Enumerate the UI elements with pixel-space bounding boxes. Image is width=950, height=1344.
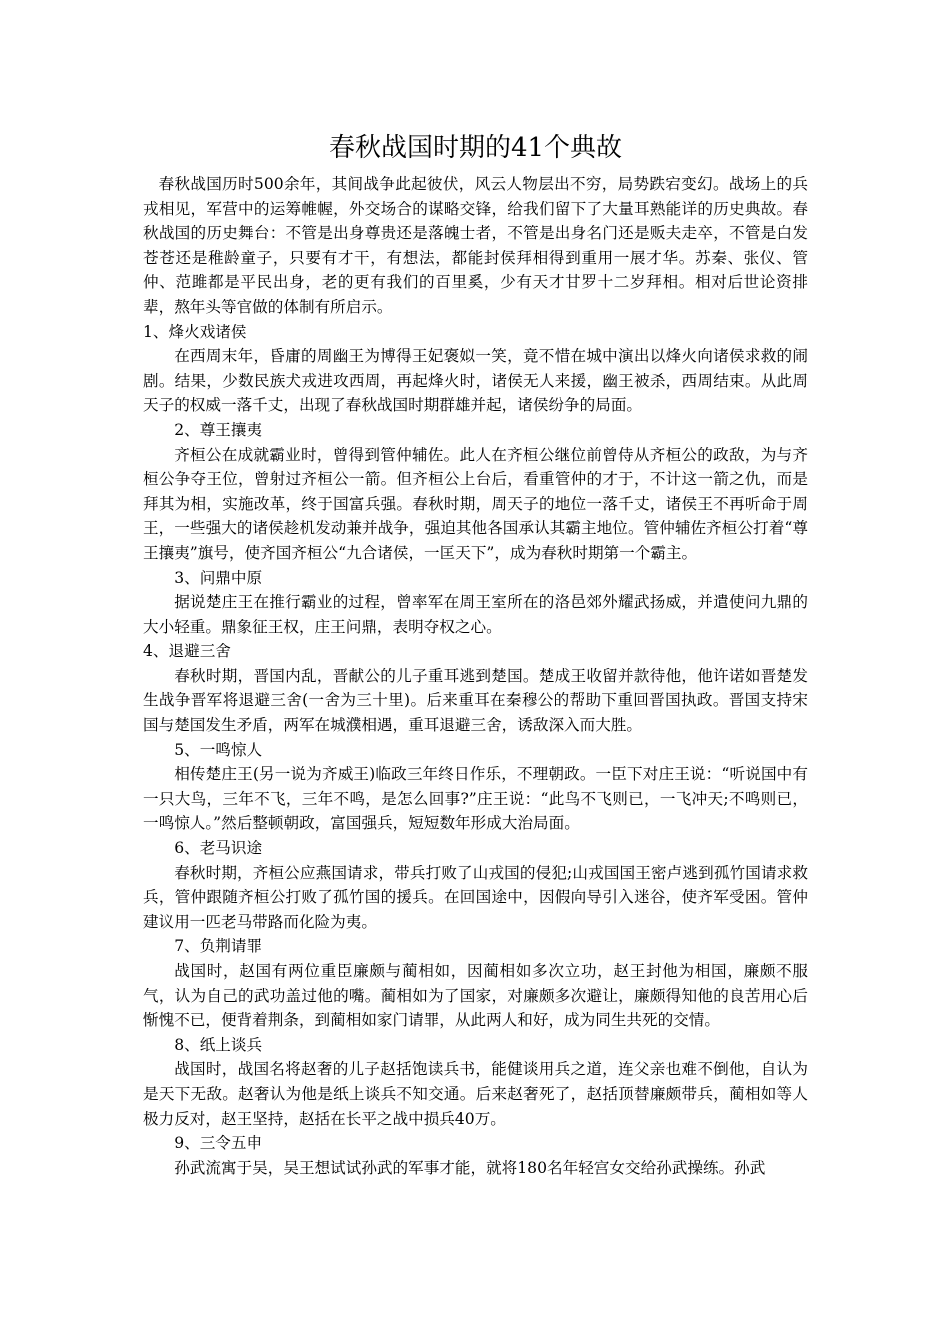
section-body-5: 相传楚庄王(另一说为齐威王)临政三年终日作乐，不理朝政。一臣下对庄王说：“听说国中有一只大鸟，三年不飞，三年不鸣，是怎么回事?”庄王说：“此鸟不飞则已，一飞冲天;不鸣则已，一鸣惊人。”然后整顿朝政，富国强兵，短短数年形成大治局面。 xyxy=(143,765,808,833)
section-heading-6: 6、老马识途 xyxy=(174,839,263,858)
section-heading-8: 8、纸上谈兵 xyxy=(174,1035,263,1054)
document-page xyxy=(143,128,808,1180)
section-body-6: 春秋时期，齐桓公应燕国请求，带兵打败了山戎国的侵犯;山戎国国王密卢逃到孤竹国请求救兵，管仲跟随齐桓公打败了孤竹国的援兵。在回国途中，因假向导引入迷谷，使齐军受困。管仲建议用一匹老马带路而化险为夷。 xyxy=(143,863,808,931)
section-body-9: 孙武流寓于吴，吴王想试试孙武的军事才能，就将180名年轻宫女交给孙武操练。孙武 xyxy=(174,1158,766,1177)
section-body-7: 战国时，赵国有两位重臣廉颇与蔺相如，因蔺相如多次立功，赵王封他为相国，廉颇不服气，认为自己的武功盖过他的嘴。蔺相如为了国家，对廉颇多次避让，廉颇得知他的良苦用心后惭愧不已，便背着荆条，到蔺相如家门请罪，从此两人和好，成为同生共死的交情。 xyxy=(143,962,808,1030)
section-heading-1: 1、烽火戏诸侯 xyxy=(143,322,247,341)
section-body-1: 在西周末年，昏庸的周幽王为博得王妃褒姒一笑，竟不惜在城中演出以烽火向诸侯求救的闹剧。结果，少数民族犬戎进攻西周，再起烽火时，诸侯无人来援，幽王被杀，西周结束。从此周天子的权威一落千丈，出现了春秋战国时期群雄并起，诸侯纷争的局面。 xyxy=(143,347,808,415)
section-heading-7: 7、负荆请罪 xyxy=(174,937,263,956)
section-body-4: 春秋时期，晋国内乱，晋献公的儿子重耳逃到楚国。楚成王收留并款待他，他许诺如晋楚发生战争晋军将退避三舍(一舍为三十里)。后来重耳在秦穆公的帮助下重回晋国执政。晋国支持宋国与楚国发生矛盾，两军在城濮相遇，重耳退避三舍，诱敌深入而大胜。 xyxy=(143,666,808,735)
section-body-2: 齐桓公在成就霸业时，曾得到管仲辅佐。此人在齐桓公继位前曾侍从齐桓公的政敌，为与齐桓公争夺王位，曾射过齐桓公一箭。但齐桓公上台后，看重管仲的才于，不计这一箭之仇，而是拜其为相，实施改革，终于国富兵强。春秋时期，周天子的地位一落千丈，诸侯王不再听命于周王，一些强大的诸侯趁机发动兼并战争，强迫其他各国承认其霸主地位。管仲辅佐齐桓公打着“尊王攘夷”旗号，使齐国齐桓公“九合诸侯，一匡天下”，成为春秋时期第一个霸主。 xyxy=(143,445,808,562)
section-heading-2: 2、尊王攘夷 xyxy=(174,420,263,439)
section-heading-4: 4、退避三舍 xyxy=(143,642,231,661)
section-heading-9: 9、三令五申 xyxy=(174,1134,263,1153)
document-title: 春秋战国时期的41个典故 xyxy=(328,133,623,163)
intro-paragraph: 春秋战国历时500余年，其间战争此起彼伏，风云人物层出不穷，局势跌宕变幻。战场上的兵戎相见，军营中的运筹帷幄，外交场合的谋略交锋，给我们留下了大量耳熟能详的历史典故。春秋战国的历史舞台：不管是出身尊贵还是落魄士者，不管是出身名门还是贩夫走卒，不管是白发苍苍还是稚龄童子，只要有才干，有想法，都能封侯拜相得到重用一展才华。苏秦、张仪、管仲、范雎都是平民出身，老的更有我们的百里奚，少有天才甘罗十二岁拜相。相对后世论资排辈，熬年头等官做的体制有所启示。 xyxy=(143,175,808,316)
section-body-8: 战国时，战国名将赵奢的儿子赵括饱读兵书，能健谈用兵之道，连父亲也难不倒他，自认为是天下无敌。赵奢认为他是纸上谈兵不知交通。后来赵奢死了，赵括顶替廉颇带兵，蔺相如等人极力反对，赵王坚持，赵括在长平之战中损兵40万。 xyxy=(143,1060,808,1128)
section-body-3: 据说楚庄王在推行霸业的过程，曾率军在周王室所在的洛邑郊外耀武扬威，并遣使问九鼎的大小轻重。鼎象征王权，庄王问鼎，表明夺权之心。 xyxy=(143,593,808,636)
section-heading-5: 5、一鸣惊人 xyxy=(174,740,263,759)
section-heading-3: 3、问鼎中原 xyxy=(174,568,263,587)
